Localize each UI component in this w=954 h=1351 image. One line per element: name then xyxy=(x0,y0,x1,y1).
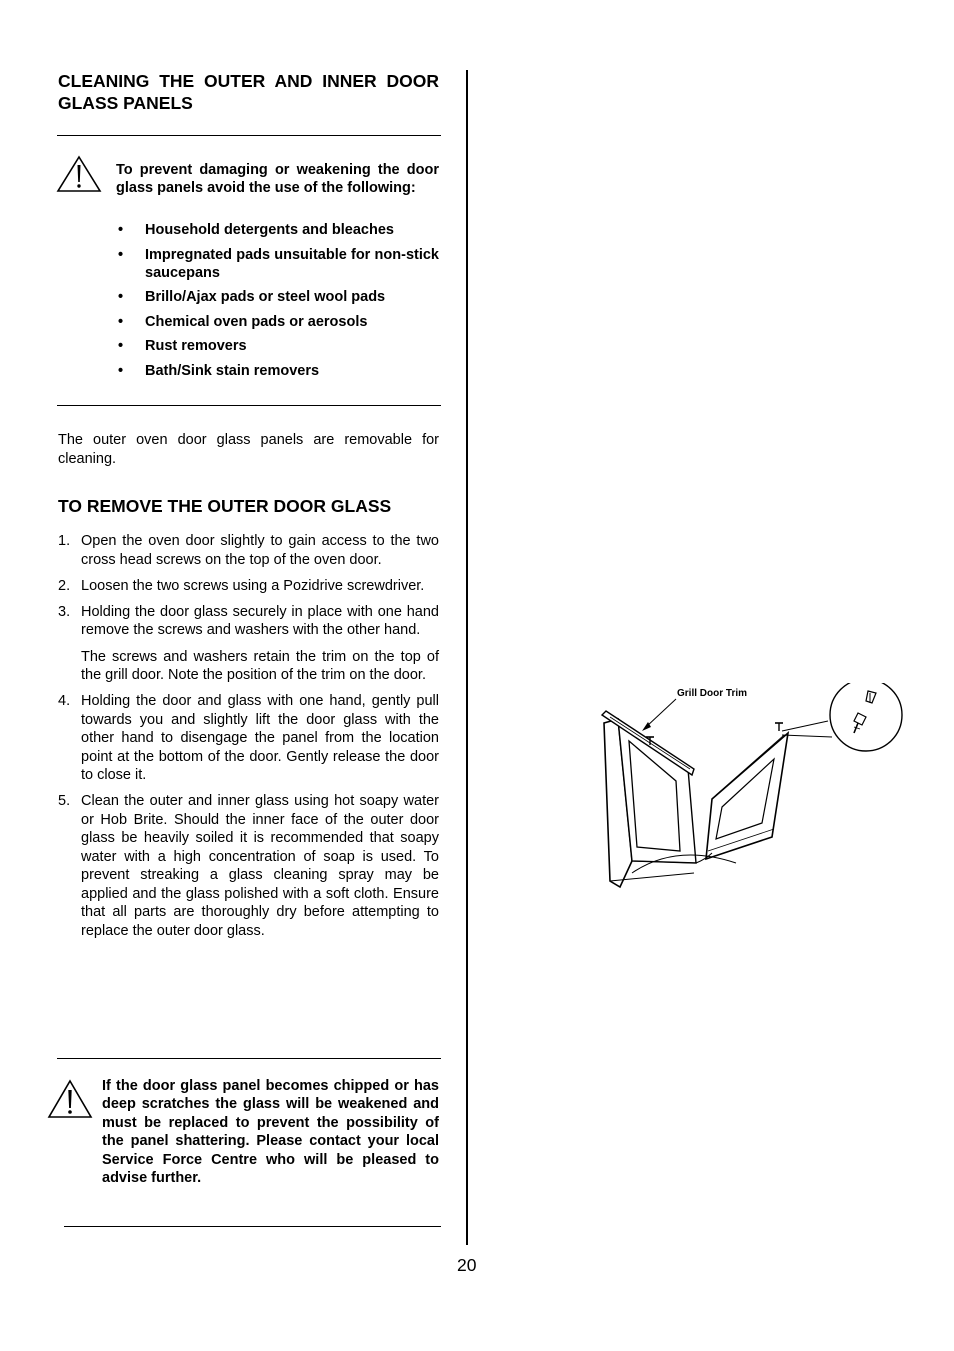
step-item xyxy=(58,692,439,785)
grill-door-diagram xyxy=(596,683,906,893)
page-number: 20 xyxy=(457,1255,477,1275)
divider xyxy=(57,135,441,136)
steps-list xyxy=(58,532,439,948)
step-text: Holding the door glass securely in place with one hand remove the screws and washers with the other hand. xyxy=(81,603,439,638)
step-number: 4. xyxy=(58,693,71,709)
list-item: • Brillo/Ajax pads or steel wool pads xyxy=(116,288,439,306)
warning-intro-text: To prevent damaging or weakening the door glass panels avoid the use of the following: xyxy=(116,162,439,196)
list-item: • Household detergents and bleaches xyxy=(116,221,439,239)
step-text: Holding the door and glass with one hand, gently pull towards you and slightly lift the door glass with the other hand to disengage the panel from the location point at the bottom of the door. Gently release the door to close it. xyxy=(81,693,439,783)
step-text: Loosen the two screws using a Pozidrive screwdriver. xyxy=(81,577,425,594)
list-item: • Impregnated pads unsuitable for non-stick saucepans xyxy=(116,246,439,282)
divider xyxy=(57,1058,441,1059)
intro-paragraph: The outer oven door glass panels are removable for cleaning. xyxy=(58,432,439,467)
list-item: • Rust removers xyxy=(116,337,439,355)
step-item xyxy=(58,577,439,596)
warning-triangle-icon xyxy=(47,1079,93,1119)
step-note: The screws and washers retain the trim on the top of the grill door. Note the position of the trim on the door. xyxy=(81,648,439,683)
step-number: 1. xyxy=(58,533,71,549)
divider xyxy=(57,405,441,406)
step-text: Clean the outer and inner glass using hot soapy water or Hob Brite. Should the inner face of the outer door glass be heavily soiled it is recommended that soapy water with a high concentration of soap is used. To prevent streaking a glass cleaning spray may be applied and the glass polished with a soft cloth. Ensure that all parts are thoroughly dry before attempting to replace the outer door glass. xyxy=(81,793,439,939)
list-item: • Chemical oven pads or aerosols xyxy=(116,313,439,331)
divider xyxy=(64,1226,441,1227)
list-item: • Bath/Sink stain removers xyxy=(116,362,439,380)
step-number: 2. xyxy=(58,577,71,594)
warning-list xyxy=(116,221,439,386)
figure-label: Grill Door Trim xyxy=(677,688,748,699)
step-item xyxy=(58,603,439,685)
step-number: 3. xyxy=(58,603,71,620)
warning-triangle-icon xyxy=(56,155,102,193)
page-title: CLEANING THE OUTER AND INNER DOOR GLASS PANELS xyxy=(58,71,439,113)
section-heading: TO REMOVE THE OUTER DOOR GLASS xyxy=(58,496,392,516)
step-number: 5. xyxy=(58,793,71,809)
column-divider xyxy=(466,70,468,1245)
step-item xyxy=(58,792,439,940)
step-text: Open the oven door slightly to gain access to the two cross head screws on the top of the oven door. xyxy=(81,533,439,568)
step-item xyxy=(58,532,439,569)
warning-shatter-text: If the door glass panel becomes chipped or has deep scratches the glass will be weakened and must be replaced to prevent the possibility of the panel shattering. Please contact your local Service Force Centre who will be pleased to advise further. xyxy=(102,1078,439,1187)
